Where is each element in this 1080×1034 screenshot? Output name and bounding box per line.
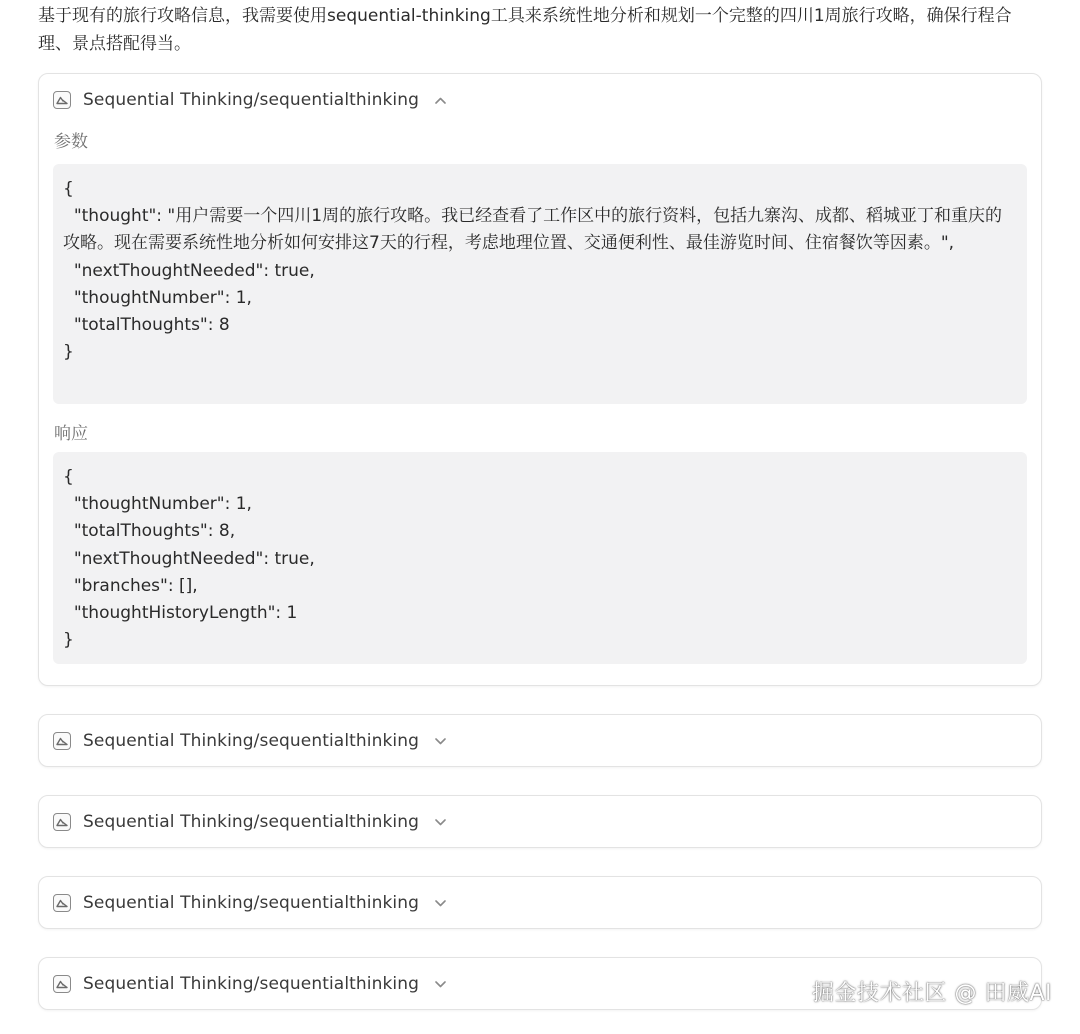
tool-call-title: Sequential Thinking/sequentialthinking (83, 893, 420, 913)
tool-call-title: Sequential Thinking/sequentialthinking (83, 974, 420, 994)
tool-icon (53, 91, 71, 109)
params-label: 参数 (54, 132, 88, 152)
tool-call-card-collapsed[interactable] (38, 795, 1042, 848)
tool-call-header[interactable] (39, 796, 1041, 848)
tool-call-title: Sequential Thinking/sequentialthinking (83, 90, 420, 110)
params-code-block: { "thought": "用户需要一个四川1周的旅行攻略。我已经查看了工作区中的旅行资料，包括九寨沟、成都、稻城亚丁和重庆的攻略。现在需要系统性地分析如何安排这7天的行程，考虑地理位置、交通便利性、最佳游览时间、住宿餐饮等因素。", "nextThoughtNeeded": true, "thoughtNumber": 1, "totalThoughts": 8 } (53, 164, 1027, 404)
tool-icon (53, 894, 71, 912)
chevron-up-icon[interactable] (433, 93, 447, 107)
intro-message: 基于现有的旅行攻略信息，我需要使用sequential-thinking工具来系统性地分析和规划一个完整的四川1周旅行攻略，确保行程合理、景点搭配得当。 (38, 6, 1012, 54)
tool-call-title: Sequential Thinking/sequentialthinking (83, 731, 420, 751)
tool-call-header[interactable] (39, 877, 1041, 929)
tool-icon (53, 975, 71, 993)
tool-icon (53, 813, 71, 831)
chevron-down-icon[interactable] (433, 896, 447, 910)
response-label: 响应 (54, 424, 88, 444)
chevron-down-icon[interactable] (433, 734, 447, 748)
response-code-block: { "thoughtNumber": 1, "totalThoughts": 8, "nextThoughtNeeded": true, "branches": [], "thoughtHistoryLength": 1 } (53, 452, 1027, 664)
tool-call-card-expanded (38, 73, 1042, 686)
tool-call-header[interactable] (39, 74, 1041, 126)
tool-call-card-collapsed[interactable] (38, 714, 1042, 767)
watermark-text: 掘金技术社区 @ 田威AI (811, 981, 1052, 1006)
tool-icon (53, 732, 71, 750)
tool-call-title: Sequential Thinking/sequentialthinking (83, 812, 420, 832)
chevron-down-icon[interactable] (433, 977, 447, 991)
tool-call-header[interactable] (39, 715, 1041, 767)
tool-call-card-collapsed[interactable] (38, 876, 1042, 929)
chevron-down-icon[interactable] (433, 815, 447, 829)
